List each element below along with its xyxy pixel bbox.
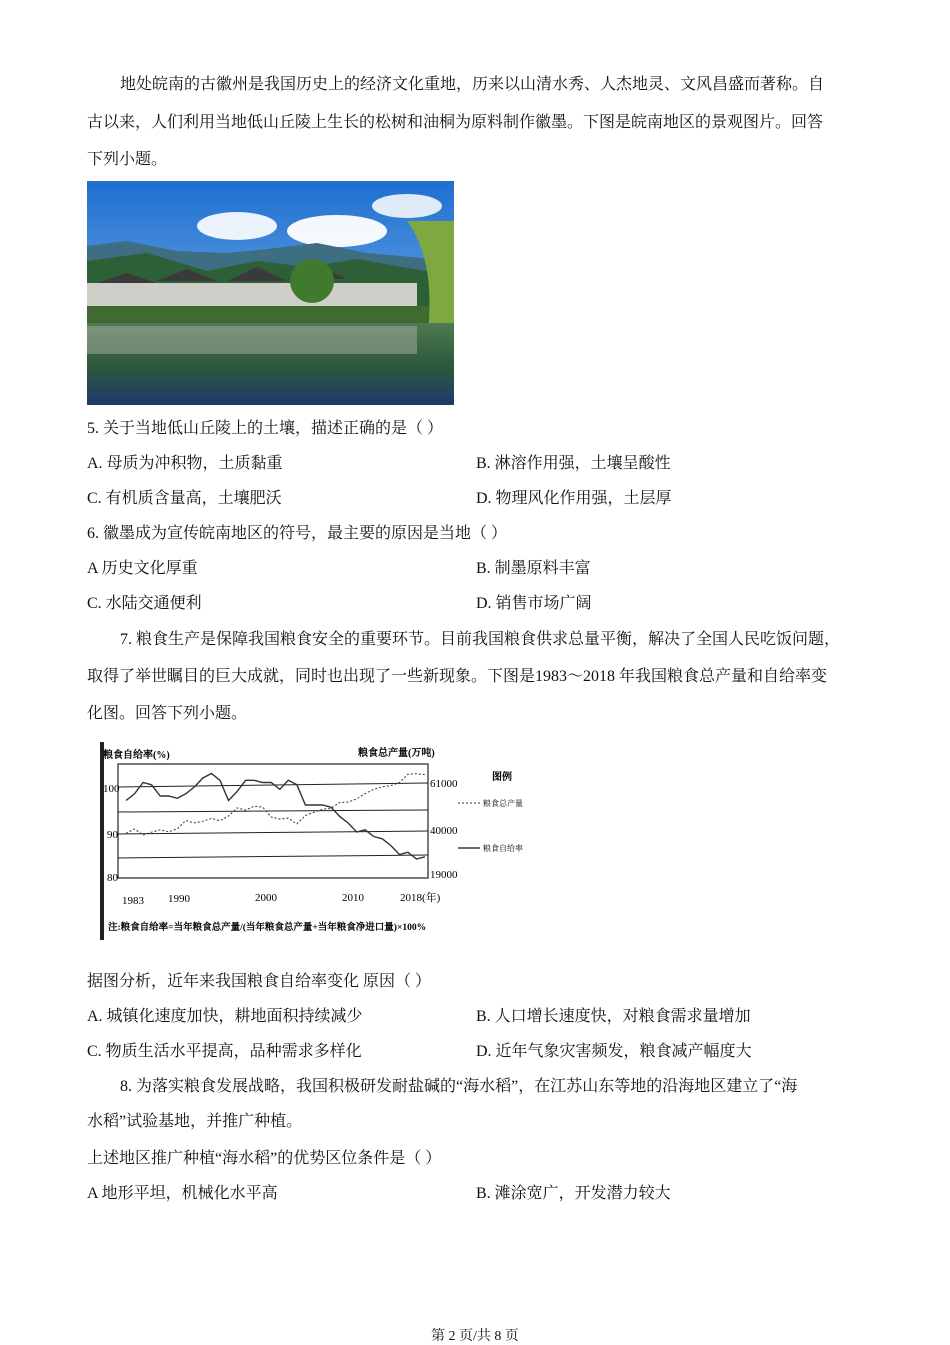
q6-stem: 6. 徽墨成为宣传皖南地区的符号，最主要的原因是当地（ ）	[87, 525, 508, 542]
q6-option-d[interactable]: D. 销售市场广阔	[476, 595, 592, 612]
intro-line: 地处皖南的古徽州是我国历史上的经济文化重地，历来以山清水秀、人杰地灵、文风昌盛而著称。自	[120, 76, 825, 93]
q6-option-b[interactable]: B. 制墨原料丰富	[476, 560, 591, 577]
gridline	[118, 831, 428, 834]
y-left-tick: 90	[107, 829, 118, 841]
q8-intro-line: 8. 为落实粮食发展战略，我国积极研发耐盐碱的“海水稻”，在江苏山东等地的沿海地区建立了“海	[120, 1078, 798, 1095]
q5-stem: 5. 关于当地低山丘陵上的土壤，描述正确的是（ ）	[87, 420, 444, 437]
production-line	[126, 774, 425, 835]
q7-intro-line: 7. 粮食生产是保障我国粮食安全的重要环节。目前我国粮食供求总量平衡，解决了全国人民吃饭问题，	[120, 631, 841, 648]
x-tick: 1983	[122, 895, 144, 907]
legend-title: 图例	[492, 772, 512, 783]
y-left-tick: 100	[103, 783, 120, 795]
q7-option-a[interactable]: A. 城镇化速度加快，耕地面积持续减少	[87, 1008, 363, 1025]
right-axis-label: 粮食总产量(万吨)	[358, 748, 435, 759]
q7-intro-line: 取得了举世瞩目的巨大成就，同时也出现了一些新现象。下图是1983～2018 年我国粮食总产量和自给率变	[87, 668, 828, 685]
plot-frame	[118, 764, 428, 878]
q8-option-b[interactable]: B. 滩涂宽广，开发潜力较大	[476, 1185, 671, 1202]
q5-option-c[interactable]: C. 有机质含量高，土壤肥沃	[87, 490, 282, 507]
gridline	[118, 855, 428, 858]
q5-option-b[interactable]: B. 淋溶作用强，土壤呈酸性	[476, 455, 671, 472]
q7-option-d[interactable]: D. 近年气象灾害频发，粮食减产幅度大	[476, 1043, 752, 1060]
x-tick: 1990	[168, 893, 190, 905]
page-footer: 第 2 页/共 8 页	[431, 1329, 519, 1344]
q7-option-c[interactable]: C. 物质生活水平提高，品种需求多样化	[87, 1043, 362, 1060]
q5-option-a[interactable]: A. 母质为冲积物，土质黏重	[87, 455, 283, 472]
y-right-tick: 19000	[430, 869, 458, 881]
q8-stem: 上述地区推广种植“海水稻”的优势区位条件是（ ）	[87, 1150, 442, 1167]
y-right-tick: 61000	[430, 778, 458, 790]
q5-option-d[interactable]: D. 物理风化作用强，土层厚	[476, 490, 672, 507]
grain-chart	[100, 742, 530, 942]
y-left-tick: 80	[107, 872, 118, 884]
intro-line: 下列小题。	[87, 151, 168, 168]
q8-option-a[interactable]: A 地形平坦，机械化水平高	[87, 1185, 278, 1202]
q8-intro-line: 水稻”试验基地，并推广种植。	[87, 1113, 303, 1130]
q6-option-c[interactable]: C. 水陆交通便利	[87, 595, 202, 612]
legend-label-production: 粮食总产量	[483, 799, 523, 808]
y-right-tick: 40000	[430, 825, 458, 837]
gridline	[118, 810, 428, 812]
chart-note: 注:粮食自给率=当年粮食总产量/(当年粮食总产量+当年粮食净进口量)×100%	[108, 923, 427, 933]
x-tick: 2018(年)	[400, 892, 441, 904]
left-axis-label: 粮食自给率(%)	[103, 750, 170, 761]
q6-option-a[interactable]: A 历史文化厚重	[87, 560, 198, 577]
q7-stem: 据图分析，近年来我国粮食自给率变化 原因（ ）	[87, 973, 432, 990]
x-tick: 2010	[342, 892, 364, 904]
landscape-photo	[87, 181, 454, 405]
intro-line: 古以来，人们利用当地低山丘陵上生长的松树和油桐为原料制作徽墨。下图是皖南地区的景观图片。回答	[87, 114, 824, 131]
legend-label-ratio: 粮食自给率	[483, 844, 523, 853]
q7-intro-line: 化图。回答下列小题。	[87, 705, 248, 722]
x-tick: 2000	[255, 892, 277, 904]
q7-option-b[interactable]: B. 人口增长速度快，对粮食需求量增加	[476, 1008, 751, 1025]
